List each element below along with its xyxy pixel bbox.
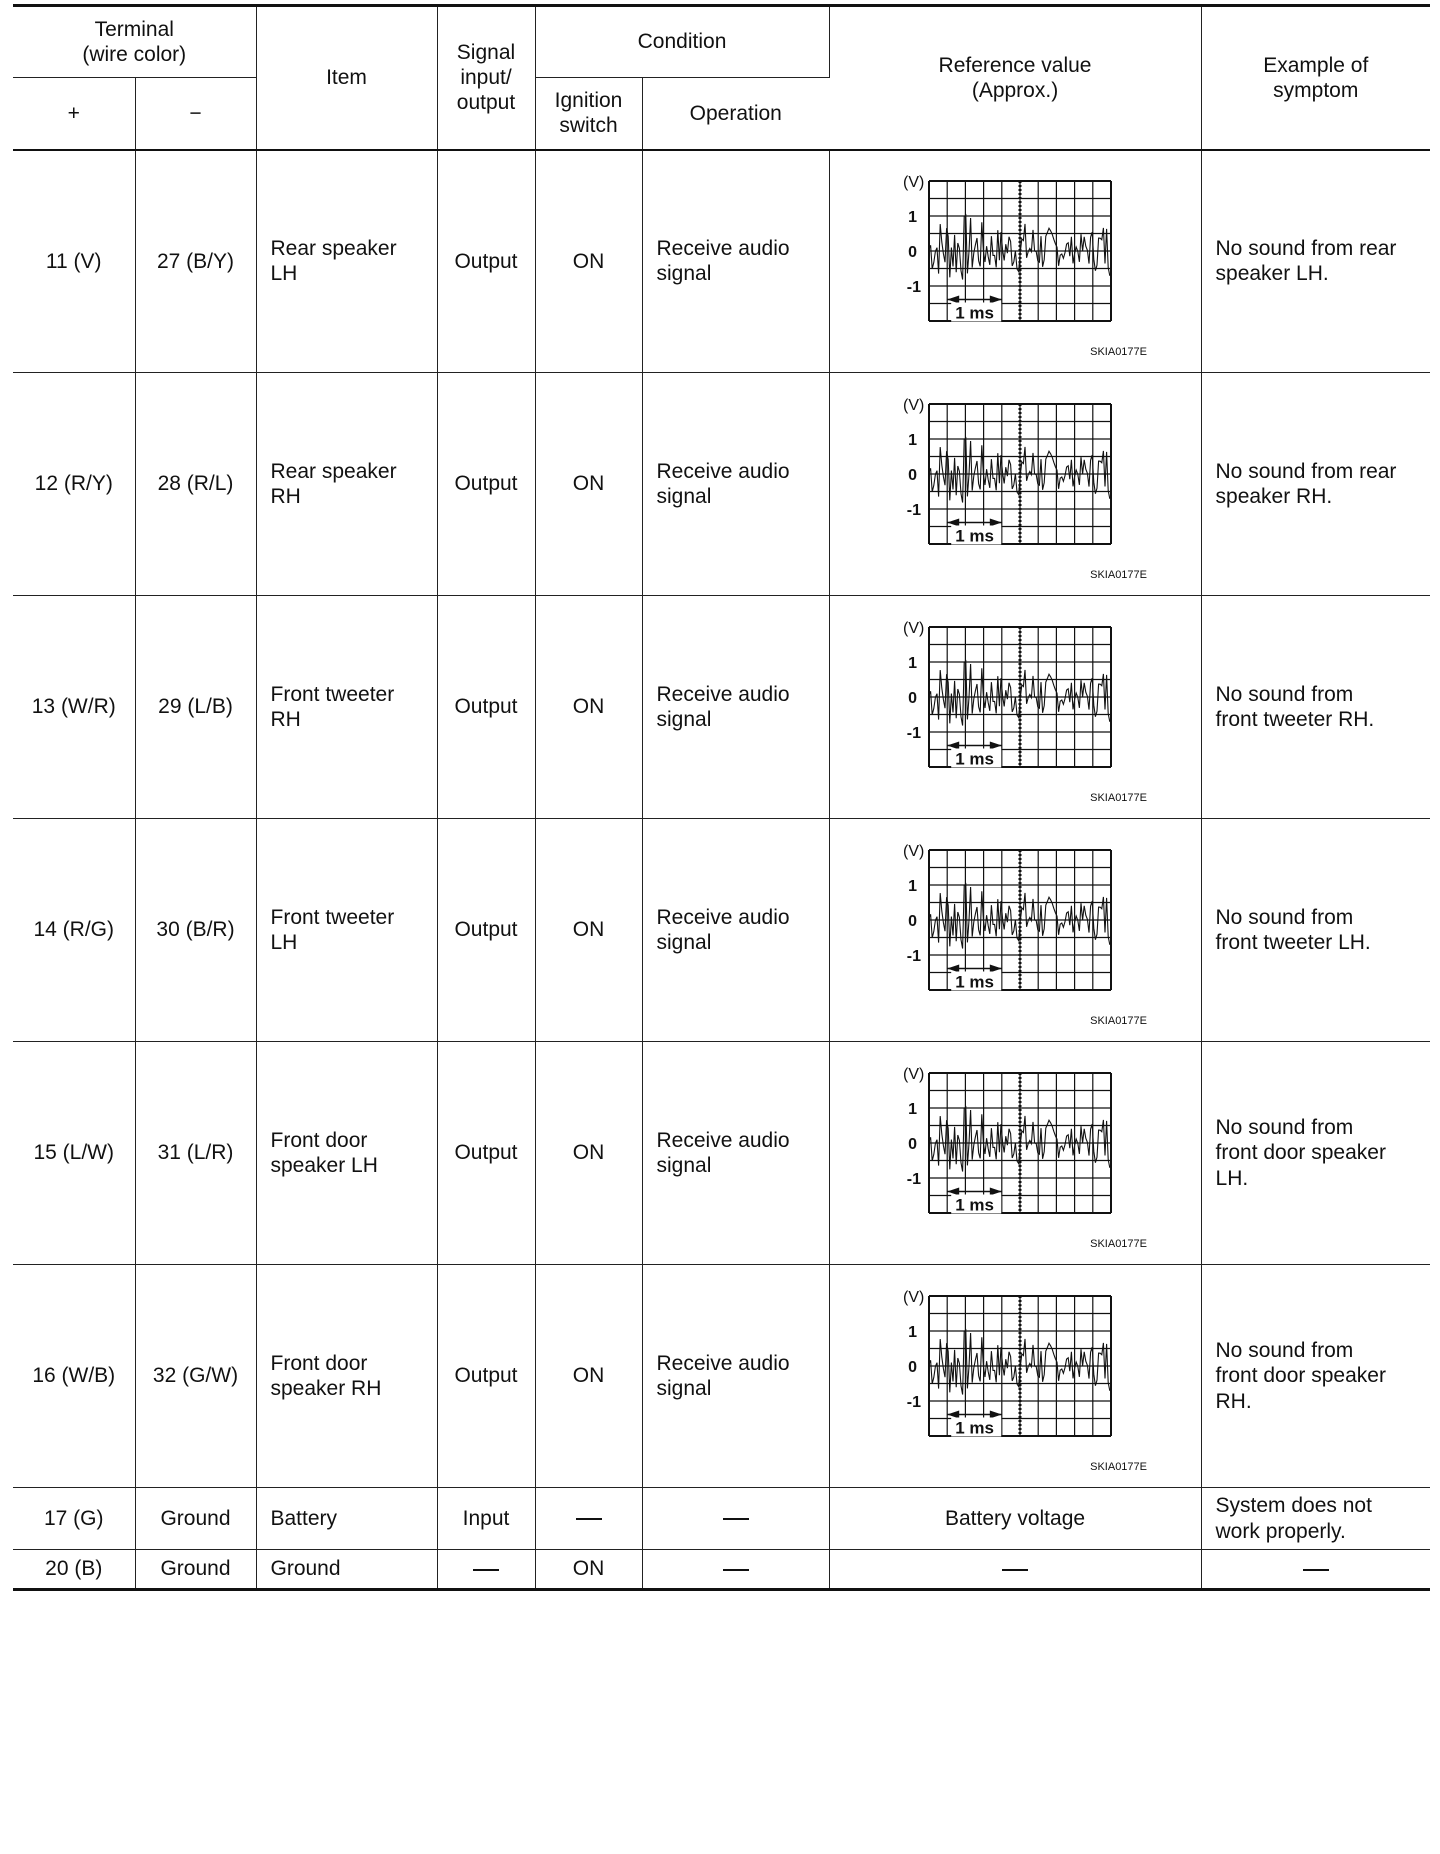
table-row [13, 150, 1430, 373]
cell-symptom [1201, 1550, 1430, 1590]
cell-item [256, 596, 437, 819]
dash-mark [723, 1518, 749, 1520]
time-scale-label: 1 ms [955, 1418, 994, 1438]
cell-signal [437, 1265, 535, 1488]
volt-unit-label: (V) [903, 1289, 925, 1306]
cell-item [256, 1042, 437, 1265]
dash-mark [1002, 1569, 1028, 1571]
cell-ignition-text: ON [572, 918, 605, 942]
cell-minus-terminal-text: 31 (L/R) [157, 1141, 234, 1165]
cell-signal [437, 1042, 535, 1265]
y-label-minus1: -1 [906, 1171, 922, 1188]
cell-ignition [535, 1550, 642, 1590]
cell-ignition-text: ON [572, 472, 605, 496]
audio-waveform-graphic [885, 617, 1148, 804]
time-scale-label: 1 ms [955, 303, 994, 323]
cell-operation-text: Receive audio signal [656, 682, 790, 731]
header-symptom: Example of symptom [1201, 6, 1430, 150]
cell-signal [437, 150, 535, 373]
table-row [13, 596, 1430, 819]
audio-waveform-graphic [885, 1286, 1148, 1473]
cell-minus-terminal [135, 1550, 256, 1590]
header-operation: Operation [642, 78, 829, 150]
cell-item-text: Rear speaker RH [270, 459, 397, 508]
cell-symptom-text: No sound from rear speaker RH. [1215, 459, 1397, 508]
header-reference: Reference value (Approx.) [829, 6, 1201, 150]
cell-item [256, 1550, 437, 1590]
table-row [13, 1265, 1430, 1488]
cell-symptom [1201, 1042, 1430, 1265]
cell-reference [829, 373, 1201, 596]
dash-mark [1303, 1569, 1329, 1571]
y-label-1: 1 [908, 1324, 918, 1341]
cell-ignition [535, 819, 642, 1042]
cell-symptom [1201, 1265, 1430, 1488]
cell-symptom-text: No sound from front tweeter RH. [1215, 682, 1375, 731]
cell-ignition [535, 373, 642, 596]
image-code-label: SKIA0177E [1090, 1238, 1148, 1250]
cell-item [256, 150, 437, 373]
cell-item [256, 1265, 437, 1488]
cell-signal-text: Output [454, 1141, 518, 1165]
cell-minus-terminal-text: 32 (G/W) [152, 1364, 239, 1388]
cell-plus-terminal [13, 1488, 135, 1550]
cell-ignition [535, 1265, 642, 1488]
cell-symptom-text: No sound from front door speaker LH. [1215, 1116, 1386, 1190]
cell-item-text: Front door speaker LH [270, 1128, 378, 1177]
dash-mark [723, 1569, 749, 1571]
cell-ignition [535, 596, 642, 819]
time-scale-label: 1 ms [955, 526, 994, 546]
cell-symptom [1201, 373, 1430, 596]
cell-reference [829, 1488, 1201, 1550]
y-label-1: 1 [908, 655, 918, 672]
cell-item [256, 373, 437, 596]
cell-operation-text: Receive audio signal [656, 905, 790, 954]
cell-operation [642, 1550, 829, 1590]
cell-minus-terminal-text: 27 (B/Y) [156, 249, 235, 273]
y-label-0: 0 [908, 690, 918, 707]
y-label-1: 1 [908, 209, 918, 227]
cell-item-text: Front tweeter RH [270, 682, 395, 731]
cell-plus-terminal [13, 1265, 135, 1488]
cell-plus-terminal-text: 17 (G) [43, 1506, 104, 1530]
cell-ignition-text: ON [572, 1557, 605, 1581]
cell-symptom-text: No sound from front door speaker RH. [1215, 1339, 1386, 1413]
cell-plus-terminal-text: 15 (L/W) [33, 1141, 114, 1165]
audio-waveform-graphic [885, 171, 1148, 359]
cell-item-text: Front door speaker RH [270, 1351, 382, 1400]
cell-operation-text: Receive audio signal [656, 237, 790, 286]
cell-operation-text: Receive audio signal [656, 459, 790, 508]
cell-plus-terminal-text: 11 (V) [45, 249, 102, 273]
time-scale-label: 1 ms [955, 749, 994, 769]
header-terminal: Terminal (wire color) [13, 6, 256, 78]
cell-signal-text: Output [454, 1364, 518, 1388]
cell-symptom-text: System does not work properly. [1215, 1494, 1372, 1543]
cell-minus-terminal [135, 373, 256, 596]
cell-minus-terminal [135, 596, 256, 819]
y-label-1: 1 [908, 432, 918, 449]
y-label-minus1: -1 [906, 502, 922, 519]
cell-reference [829, 150, 1201, 373]
y-label-0: 0 [908, 244, 918, 262]
cell-operation [642, 819, 829, 1042]
time-scale-label: 1 ms [955, 1195, 994, 1215]
cell-minus-terminal [135, 1265, 256, 1488]
table-row [13, 1550, 1430, 1590]
cell-signal-text: Output [454, 472, 518, 496]
cell-reference [829, 1042, 1201, 1265]
header-minus: − [135, 78, 256, 150]
dash-mark [576, 1518, 602, 1520]
y-label-0: 0 [908, 1136, 918, 1153]
cell-signal-text: Input [462, 1506, 510, 1530]
y-label-1: 1 [908, 1101, 918, 1118]
cell-ignition-text: ON [572, 249, 605, 273]
cell-operation [642, 1042, 829, 1265]
cell-ignition-text: ON [572, 695, 605, 719]
cell-minus-terminal [135, 819, 256, 1042]
cell-reference [829, 1550, 1201, 1590]
cell-symptom-text: No sound from front tweeter LH. [1215, 905, 1371, 954]
y-label-minus1: -1 [906, 948, 922, 965]
table-row [13, 1488, 1430, 1550]
dash-mark [473, 1569, 499, 1571]
cell-plus-terminal [13, 373, 135, 596]
cell-minus-terminal-text: 28 (R/L) [157, 472, 234, 496]
cell-symptom [1201, 819, 1430, 1042]
cell-operation-text: Receive audio signal [656, 1351, 790, 1400]
cell-plus-terminal [13, 819, 135, 1042]
cell-symptom [1201, 1488, 1430, 1550]
cell-signal [437, 596, 535, 819]
cell-minus-terminal [135, 1488, 256, 1550]
cell-ignition-text: ON [572, 1364, 605, 1388]
cell-reference-text: Battery voltage [944, 1506, 1086, 1530]
cell-minus-terminal [135, 150, 256, 373]
header-plus: + [13, 78, 135, 150]
cell-ignition-text: ON [572, 1141, 605, 1165]
volt-unit-label: (V) [903, 1066, 925, 1083]
cell-plus-terminal [13, 1042, 135, 1265]
cell-ignition [535, 1042, 642, 1265]
audio-waveform-graphic [885, 840, 1148, 1027]
cell-symptom-text: No sound from rear speaker LH. [1215, 237, 1397, 286]
cell-operation [642, 373, 829, 596]
cell-item-text: Battery [270, 1506, 338, 1530]
image-code-label: SKIA0177E [1090, 346, 1148, 359]
volt-unit-label: (V) [903, 843, 925, 860]
y-label-minus1: -1 [906, 279, 922, 297]
cell-operation-text: Receive audio signal [656, 1128, 790, 1177]
cell-signal-text: Output [454, 249, 518, 273]
cell-signal [437, 1550, 535, 1590]
image-code-label: SKIA0177E [1090, 1015, 1148, 1027]
y-label-0: 0 [908, 913, 918, 930]
y-label-0: 0 [908, 467, 918, 484]
cell-plus-terminal [13, 596, 135, 819]
cell-plus-terminal-text: 14 (R/G) [33, 918, 114, 942]
cell-item [256, 1488, 437, 1550]
cell-operation [642, 1488, 829, 1550]
cell-plus-terminal-text: 13 (W/R) [31, 695, 116, 719]
volt-unit-label: (V) [903, 620, 925, 637]
image-code-label: SKIA0177E [1090, 569, 1148, 581]
cell-ignition [535, 150, 642, 373]
table-body [13, 150, 1430, 1590]
volt-unit-label: (V) [903, 397, 925, 414]
image-code-label: SKIA0177E [1090, 792, 1148, 804]
audio-waveform-graphic [885, 394, 1148, 581]
cell-signal [437, 819, 535, 1042]
image-code-label: SKIA0177E [1090, 1461, 1148, 1473]
cell-plus-terminal [13, 150, 135, 373]
cell-signal-text: Output [454, 918, 518, 942]
cell-reference [829, 596, 1201, 819]
cell-minus-terminal [135, 1042, 256, 1265]
cell-operation [642, 1265, 829, 1488]
cell-item-text: Front tweeter LH [270, 905, 395, 954]
header-ignition: Ignition switch [535, 78, 642, 150]
table-row [13, 373, 1430, 596]
cell-reference [829, 1265, 1201, 1488]
y-label-0: 0 [908, 1359, 918, 1376]
cell-plus-terminal-text: 16 (W/B) [32, 1364, 116, 1388]
cell-signal [437, 373, 535, 596]
table-row [13, 1042, 1430, 1265]
time-scale-label: 1 ms [955, 972, 994, 992]
cell-minus-terminal-text: Ground [160, 1506, 231, 1530]
cell-item-text: Ground [270, 1557, 341, 1581]
y-label-minus1: -1 [906, 1394, 922, 1411]
header-condition: Condition [535, 6, 829, 78]
cell-minus-terminal-text: 29 (L/B) [158, 695, 233, 719]
cell-operation [642, 150, 829, 373]
audio-waveform-graphic [885, 1063, 1148, 1250]
cell-minus-terminal-text: 30 (B/R) [156, 918, 235, 942]
cell-operation [642, 596, 829, 819]
cell-reference [829, 819, 1201, 1042]
terminal-reference-table [13, 4, 1430, 1591]
y-label-minus1: -1 [906, 725, 922, 742]
cell-signal [437, 1488, 535, 1550]
cell-item [256, 819, 437, 1042]
table-row [13, 819, 1430, 1042]
cell-symptom [1201, 596, 1430, 819]
volt-unit-label: (V) [903, 174, 925, 192]
cell-ignition [535, 1488, 642, 1550]
header-item: Item [256, 6, 437, 150]
cell-signal-text: Output [454, 695, 518, 719]
cell-plus-terminal-text: 20 (B) [45, 1557, 103, 1581]
cell-plus-terminal-text: 12 (R/Y) [34, 472, 113, 496]
cell-minus-terminal-text: Ground [160, 1557, 231, 1581]
cell-item-text: Rear speaker LH [270, 237, 397, 286]
cell-plus-terminal [13, 1550, 135, 1590]
header-signal: Signal input/ output [437, 6, 535, 150]
y-label-1: 1 [908, 878, 918, 895]
cell-symptom [1201, 150, 1430, 373]
